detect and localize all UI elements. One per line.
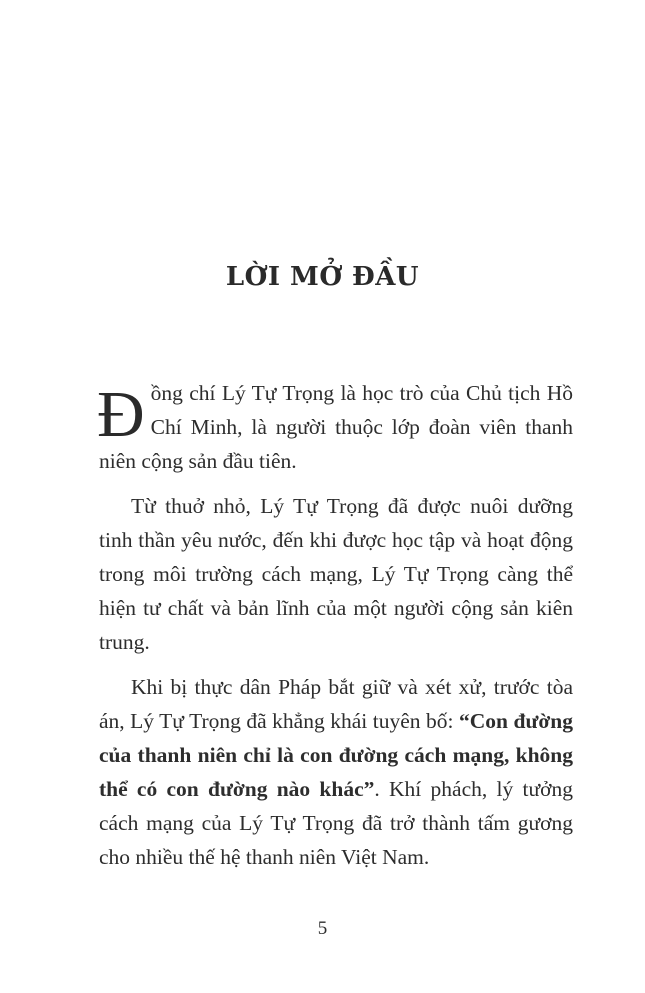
paragraph-1 [99,376,573,478]
drop-cap: Đ [97,378,145,451]
quote-bold: “Con đường của thanh niên chỉ là con đường cách mạng, không thể có con đường nào khác” [99,709,573,801]
chapter-title: LỜI MỞ ĐẦU [225,262,420,292]
paragraph-3 [99,670,573,874]
paragraph-3-text-before: Khi bị thực dân Pháp bắt giữ và xét xử, trước tòa án, Lý Tự Trọng đã khẳng khái tuyên bố: [99,675,573,733]
paragraph-3-text-after: . Khí phách, lý tưởng cách mạng của Lý Tự Trọng đã trở thành tấm gương cho nhiều thế hệ thanh niên Việt Nam. [99,777,573,869]
paragraph-2 [99,489,573,659]
page-number: 5 [317,918,328,939]
paragraph-1-text: ồng chí Lý Tự Trọng là học trò của Chủ tịch Hồ Chí Minh, là người thuộc lớp đoàn viên thanh niên cộng sản đầu tiên. [99,381,573,473]
body-text [99,376,573,885]
paragraph-2-text: Từ thuở nhỏ, Lý Tự Trọng đã được nuôi dưỡng tinh thần yêu nước, đến khi được học tập và hoạt động trong môi trường cách mạng, Lý Tự Trọng càng thể hiện tư chất và bản lĩnh của một người cộng sản kiên trung. [99,494,573,654]
